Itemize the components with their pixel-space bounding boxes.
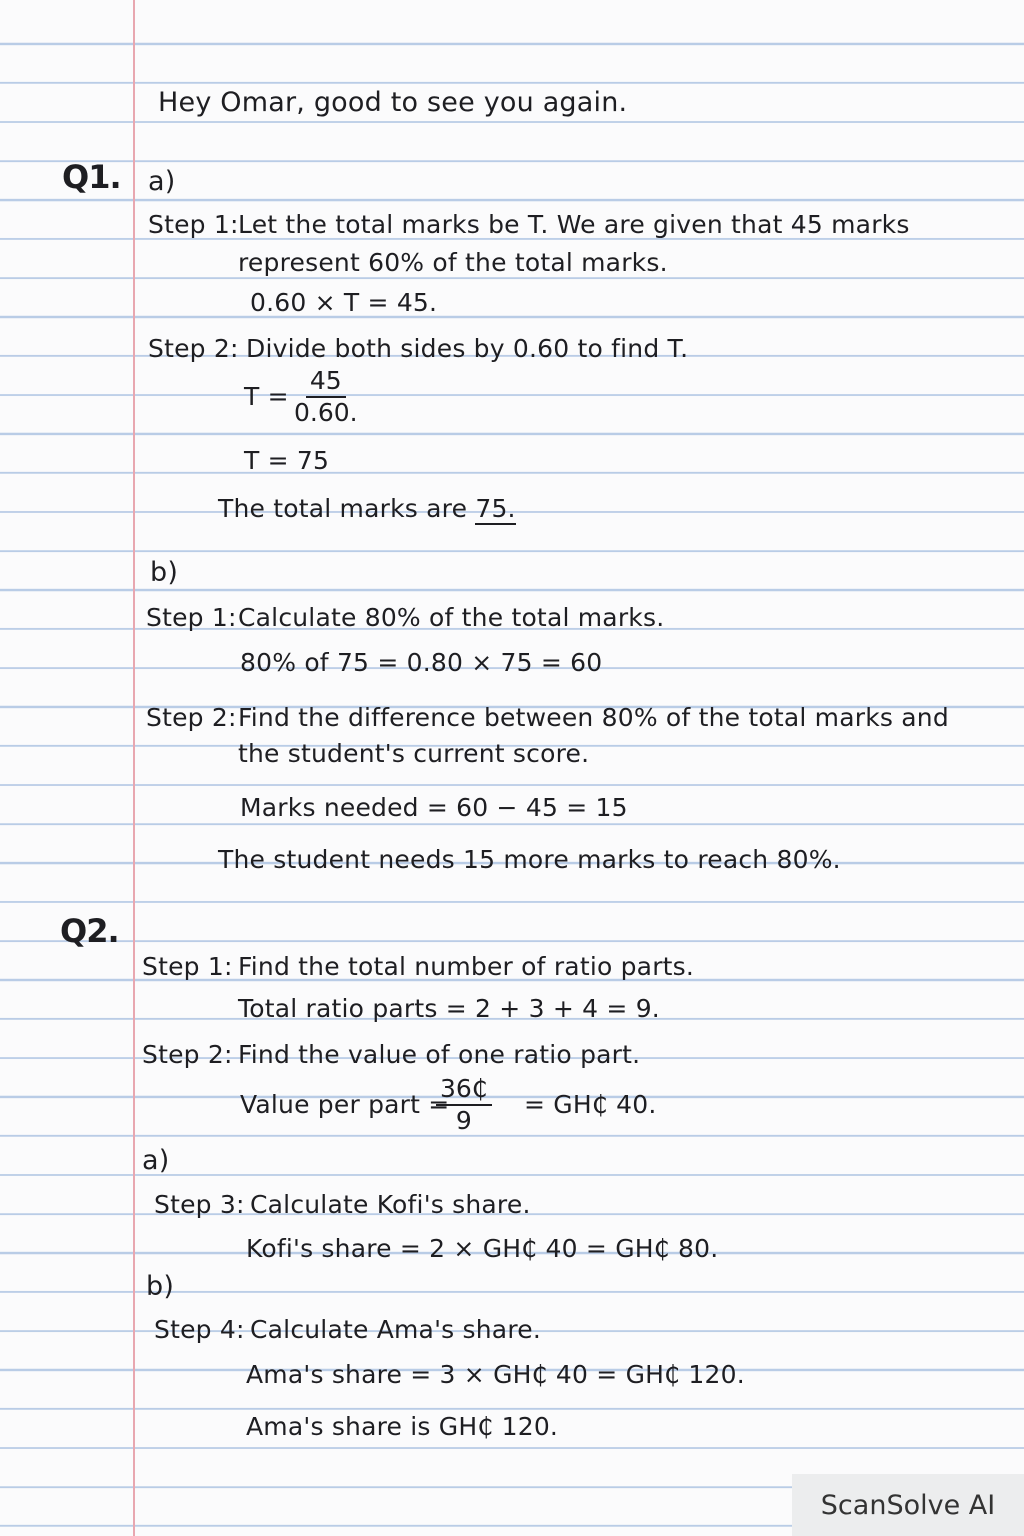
q2a-step3-label: Step 3: bbox=[154, 1190, 245, 1219]
q1b-step1-label: Step 1: bbox=[146, 603, 237, 632]
q2a-step3-text: Calculate Kofi's share. bbox=[250, 1190, 531, 1219]
q1-part-b-label: b) bbox=[150, 557, 179, 588]
greeting: Hey Omar, good to see you again. bbox=[158, 87, 628, 118]
q1a-step2-label: Step 2: bbox=[148, 334, 239, 363]
q1b-step2-line2: the student's current score. bbox=[238, 739, 590, 768]
q1a-step2-text: Divide both sides by 0.60 to find T. bbox=[246, 334, 689, 363]
q2-step1-label: Step 1: bbox=[142, 952, 233, 981]
q2-fraction-numerator: 36₵ bbox=[436, 1074, 492, 1106]
q1a-step1-line2: represent 60% of the total marks. bbox=[238, 248, 668, 277]
q2-part-b-label: b) bbox=[146, 1271, 175, 1302]
q2-step2-label: Step 2: bbox=[142, 1040, 233, 1069]
q1b-conclusion: The student needs 15 more marks to reach 80%. bbox=[218, 845, 841, 874]
q2a-step3-equation: Kofi's share = 2 × GH₵ 40 = GH₵ 80. bbox=[246, 1234, 719, 1263]
q1a-conclusion-prefix: The total marks are bbox=[218, 494, 468, 523]
q1-label: Q1. bbox=[62, 158, 121, 196]
q1a-step1-line1: Let the total marks be T. We are given that 45 marks bbox=[238, 210, 910, 239]
margin-line bbox=[133, 0, 135, 1536]
watermark: ScanSolve AI bbox=[792, 1474, 1024, 1536]
q1a-fraction-denominator: 0.60. bbox=[294, 398, 358, 427]
q1a-conclusion bbox=[218, 494, 516, 524]
q1b-step2-label: Step 2: bbox=[146, 703, 237, 732]
q2b-conclusion: Ama's share is GH₵ 120. bbox=[246, 1412, 559, 1441]
q2-step2-text: Find the value of one ratio part. bbox=[238, 1040, 641, 1069]
q1a-fraction bbox=[294, 366, 358, 428]
q2-value-suffix: = GH₵ 40. bbox=[524, 1090, 657, 1119]
q2-step1-equation: Total ratio parts = 2 + 3 + 4 = 9. bbox=[238, 994, 660, 1023]
q2-value-fraction bbox=[436, 1074, 492, 1136]
q1-part-a-label: a) bbox=[148, 166, 176, 197]
q1a-fraction-numerator: 45 bbox=[306, 366, 346, 398]
q1b-step1-text: Calculate 80% of the total marks. bbox=[238, 603, 665, 632]
q1a-fraction-lhs: T = bbox=[244, 382, 289, 411]
q2-fraction-denominator: 9 bbox=[455, 1106, 472, 1135]
q2-step1-text: Find the total number of ratio parts. bbox=[238, 952, 695, 981]
q1b-step1-equation: 80% of 75 = 0.80 × 75 = 60 bbox=[240, 648, 603, 677]
q1b-step2-line1: Find the difference between 80% of the total marks and bbox=[238, 703, 949, 732]
q1a-step1-equation: 0.60 × T = 45. bbox=[250, 288, 438, 317]
q2-value-prefix: Value per part = bbox=[240, 1090, 450, 1119]
q2b-step4-text: Calculate Ama's share. bbox=[250, 1315, 541, 1344]
q1b-step2-equation: Marks needed = 60 − 45 = 15 bbox=[240, 793, 628, 822]
q2-label: Q2. bbox=[60, 912, 119, 950]
q2b-step4-label: Step 4: bbox=[154, 1315, 245, 1344]
q2-part-a-label: a) bbox=[142, 1145, 170, 1176]
q2b-step4-equation: Ama's share = 3 × GH₵ 40 = GH₵ 120. bbox=[246, 1360, 745, 1389]
q1a-conclusion-value: 75. bbox=[475, 494, 516, 523]
q1a-result-equation: T = 75 bbox=[244, 446, 330, 475]
q1a-step1-label: Step 1: bbox=[148, 210, 239, 239]
